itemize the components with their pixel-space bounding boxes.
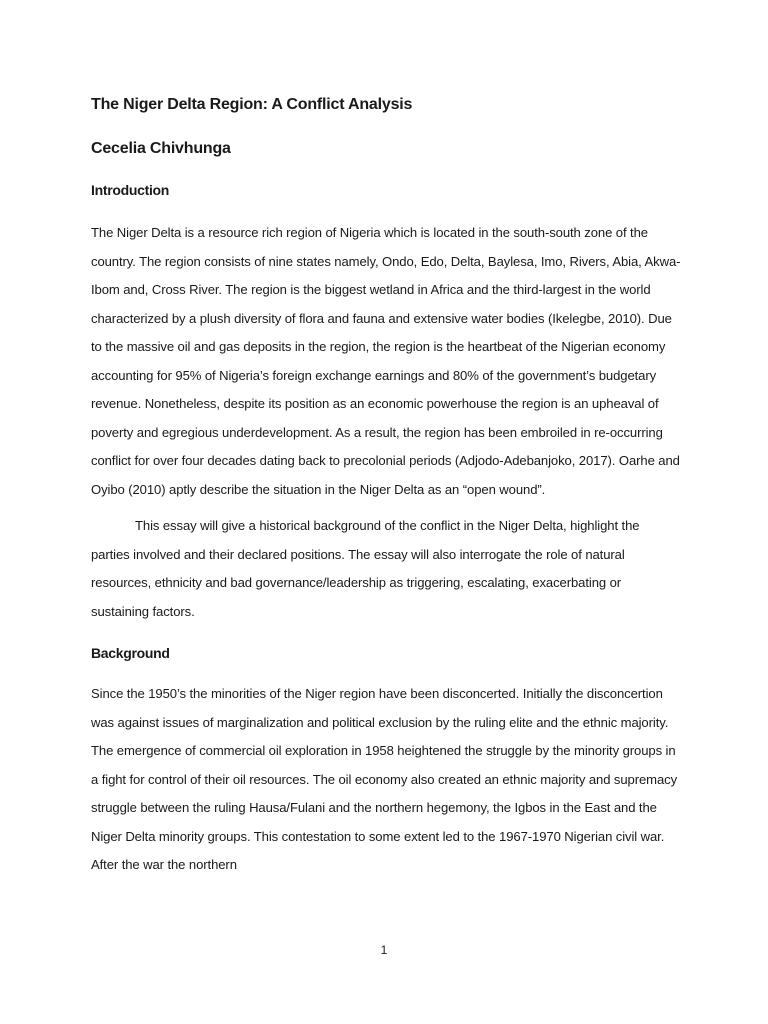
author-name: Cecelia Chivhunga — [91, 140, 231, 157]
document-body — [91, 94, 681, 880]
section-heading-background: Background — [91, 645, 170, 661]
section-heading-introduction: Introduction — [91, 182, 170, 198]
paragraph: This essay will give a historical background of the conflict in the Niger Delta, highlight the parties involved and their declared positions. The essay will also interrogate the role of natural resources, ethnicity and bad governance/leadership as triggering, escalating, exacerbating or sustaining factors. — [91, 518, 640, 619]
page-number: 1 — [380, 943, 388, 957]
paragraph: Since the 1950’s the minorities of the Niger region have been disconcerted. Initially the disconcertion was against issues of marginalization and political exclusion by the ruling elite and the ethnic majority. The emergence of commercial oil exploration in 1958 heightened the struggle by the minority groups in a fight for control of their oil resources. The oil economy also created an ethnic majority and supremacy struggle between the ruling Hausa/Fulani and the northern hegemony, the Igbos in the East and the Niger Delta minority groups. This contestation to some extent led to the 1967-1970 Nigerian civil war. After the war the northern — [91, 686, 678, 872]
document-title: The Niger Delta Region: A Conflict Analysis — [91, 96, 413, 113]
paragraph: The Niger Delta is a resource rich region of Nigeria which is located in the south-south zone of the country. The region consists of nine states namely, Ondo, Edo, Delta, Baylesa, Imo, Rivers, Abia, Akwa-Ibom and, Cross River. The region is the biggest wetland in Africa and the third-largest in the world characterized by a plush diversity of flora and fauna and extensive water bodies (Ikelegbe, 2010). Due to the massive oil and gas deposits in the region, the region is the heartbeat of the Nigerian economy accounting for 95% of Nigeria’s foreign exchange earnings and 80% of the government’s budgetary revenue. Nonetheless, despite its position as an economic powerhouse the region is an upheaval of poverty and egregious underdevelopment. As a result, the region has been embroiled in re-occurring conflict for over four decades dating back to precolonial periods (Adjodo-Adebanjoko, 2017). Oarhe and Oyibo (2010) aptly describe the situation in the Niger Delta as an “open wound”. — [91, 225, 681, 497]
